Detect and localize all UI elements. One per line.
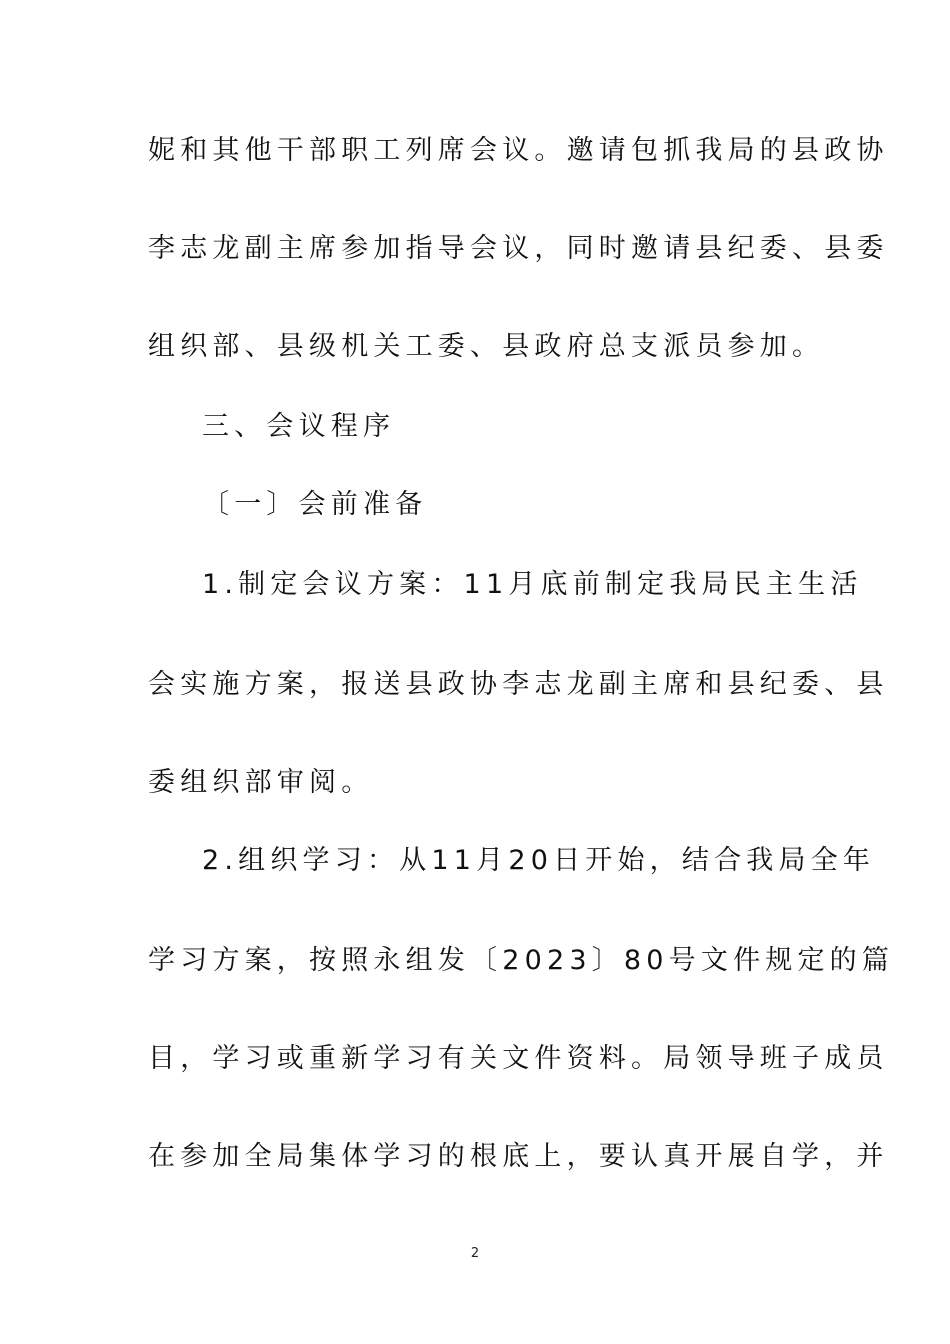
body-line-9: 2.组织学习：从11月20日开始，结合我局全年 [202, 845, 876, 876]
body-line-1: 妮和其他干部职工列席会议。邀请包抓我局的县政协 [148, 135, 889, 166]
body-line-2: 李志龙副主席参加指导会议，同时邀请县纪委、县委 [148, 233, 889, 264]
body-line-7: 会实施方案，报送县政协李志龙副主席和县纪委、县 [148, 669, 889, 700]
subsection-heading: 〔一〕会前准备 [202, 489, 428, 520]
body-line-12: 在参加全局集体学习的根底上，要认真开展自学，并 [148, 1141, 889, 1172]
section-heading: 三、会议程序 [202, 411, 396, 442]
page-number: 2 [470, 1246, 480, 1261]
body-line-6: 1.制定会议方案：11月底前制定我局民主生活 [202, 569, 863, 600]
body-line-11: 目，学习或重新学习有关文件资料。局领导班子成员 [148, 1043, 889, 1074]
body-line-8: 委组织部审阅。 [148, 767, 374, 798]
body-line-10: 学习方案，按照永组发〔2023〕80号文件规定的篇 [148, 945, 895, 976]
body-line-3: 组织部、县级机关工委、县政府总支派员参加。 [148, 331, 825, 362]
